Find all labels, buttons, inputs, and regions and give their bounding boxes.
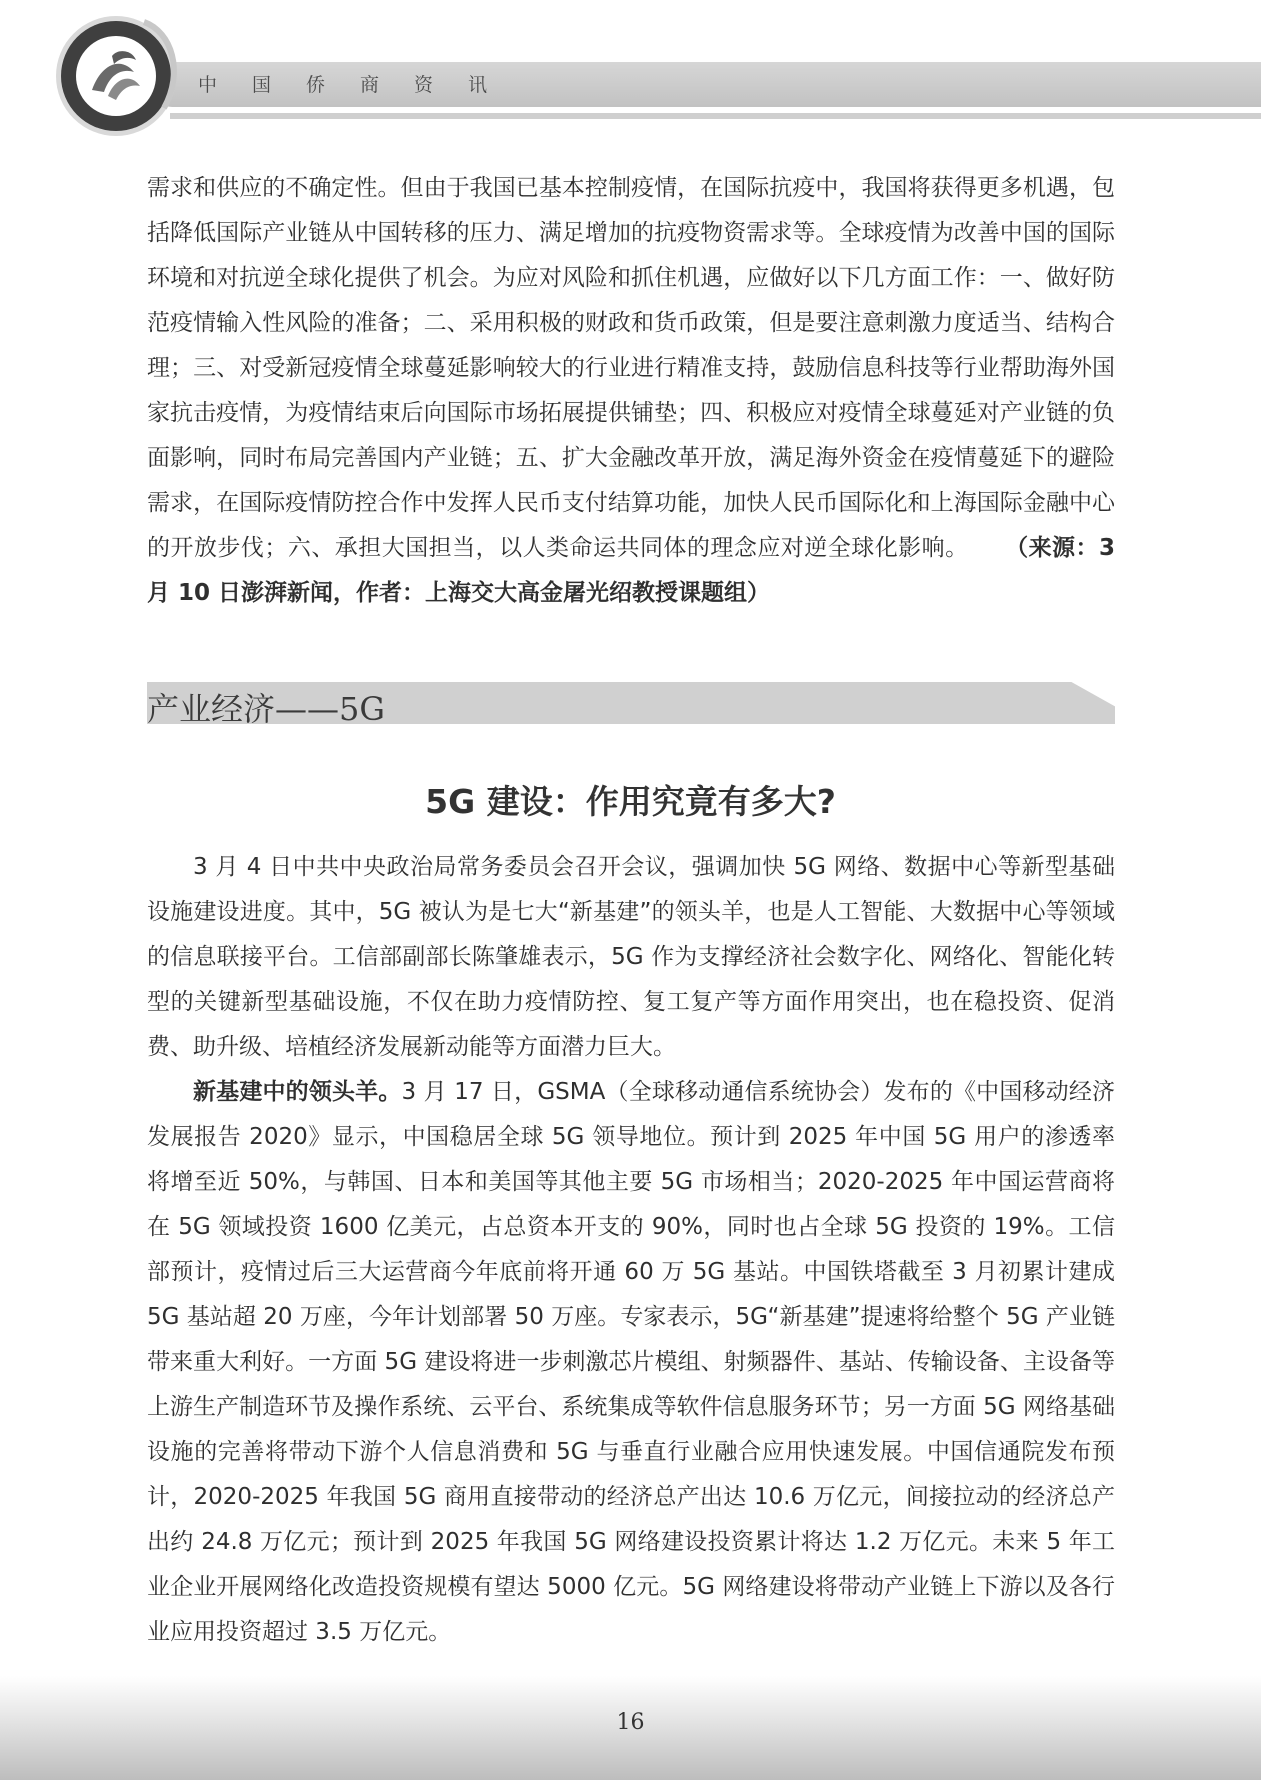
paragraph-lead: 新基建中的领头羊。: [193, 1079, 402, 1105]
article-paragraph-2: [147, 1070, 1115, 1655]
paragraph-body: 3 月 17 日，GSMA（全球移动通信系统协会）发布的《中国移动经济发展报告 2020》显示，中国稳居全球 5G 领导地位。预计到 2025 年中国 5G 用户的渗透率将增至近 50%，与韩国、日本和美国等其他主要 5G 市场相当；2020-2025 年中国运营商将在 5G 领域投资 1600 亿美元，占总资本开支的 90%，同时也占全球 5G 投资的 19%。工信部预计，疫情过后三大运营商今年底前将开通 60 万 5G 基站。中国铁塔截至 3 月初累计建成 5G 基站超 20 万座，今年计划部署 50 万座。专家表示，5G“新基建”提速将给整个 5G 产业链带来重大利好。一方面 5G 建设将进一步刺激芯片模组、射频器件、基站、传输设备、主设备等上游生产制造环节及操作系统、云平台、系统集成等软件信息服务环节；另一方面 5G 网络基础设施的完善将带动下游个人信息消费和 5G 与垂直行业融合应用快速发展。中国信通院发布预计，2020-2025 年我国 5G 商用直接带动的经济总产出达 10.6 万亿元，间接拉动的经济总产出约 24.8 万亿元；预计到 2025 年我国 5G 网络建设投资累计将达 1.2 万亿元。未来 5 年工业企业开展网络化改造投资规模有望达 5000 亿元。5G 网络建设将带动产业链上下游以及各行业应用投资超过 3.5 万亿元。: [147, 1079, 1115, 1645]
page-number: 16: [616, 1710, 645, 1735]
source-citation: （来源：3 月 10 日澎湃新闻，作者：上海交大高金屠光绍教授课题组）: [147, 535, 1115, 606]
continuation-paragraph: [147, 166, 1115, 616]
continuation-text: 需求和供应的不确定性。但由于我国已基本控制疫情，在国际抗疫中，我国将获得更多机遇，包括降低国际产业链从中国转移的压力、满足增加的抗疫物资需求等。全球疫情为改善中国的国际环境和对抗逆全球化提供了机会。为应对风险和抓住机遇，应做好以下几方面工作：一、做好防范疫情输入性风险的准备；二、采用积极的财政和货币政策，但是要注意刺激力度适当、结构合理；三、对受新冠疫情全球蔓延影响较大的行业进行精准支持，鼓励信息科技等行业帮助海外国家抗击疫情，为疫情结束后向国际市场拓展提供铺垫；四、积极应对疫情全球蔓延对产业链的负面影响，同时布局完善国内产业链；五、扩大金融改革开放，满足海外资金在疫情蔓延下的避险需求，在国际疫情防控合作中发挥人民币支付结算功能，加快人民币国际化和上海国际金融中心的开放步伐；六、承担大国担当，以人类命运共同体的理念应对逆全球化影响。: [147, 175, 1115, 561]
article-headline: 5G 建设：作用究竟有多大?: [425, 782, 836, 821]
federation-logo-icon: [52, 12, 180, 140]
header-title: 中国侨商资讯: [198, 74, 523, 96]
section-label: 产业经济——5G: [147, 690, 385, 728]
article-paragraph-1: 3 月 4 日中共中央政治局常务委员会召开会议，强调加快 5G 网络、数据中心等新型基础设施建设进度。其中，5G 被认为是七大“新基建”的领头羊，也是人工智能、大数据中心等领域的信息联接平台。工信部副部长陈肇雄表示，5G 作为支撑经济社会数字化、网络化、智能化转型的关键新型基础设施，不仅在助力疫情防控、复工复产等方面作用突出，也在稳投资、促消费、助升级、培植经济发展新动能等方面潜力巨大。: [147, 854, 1115, 1060]
